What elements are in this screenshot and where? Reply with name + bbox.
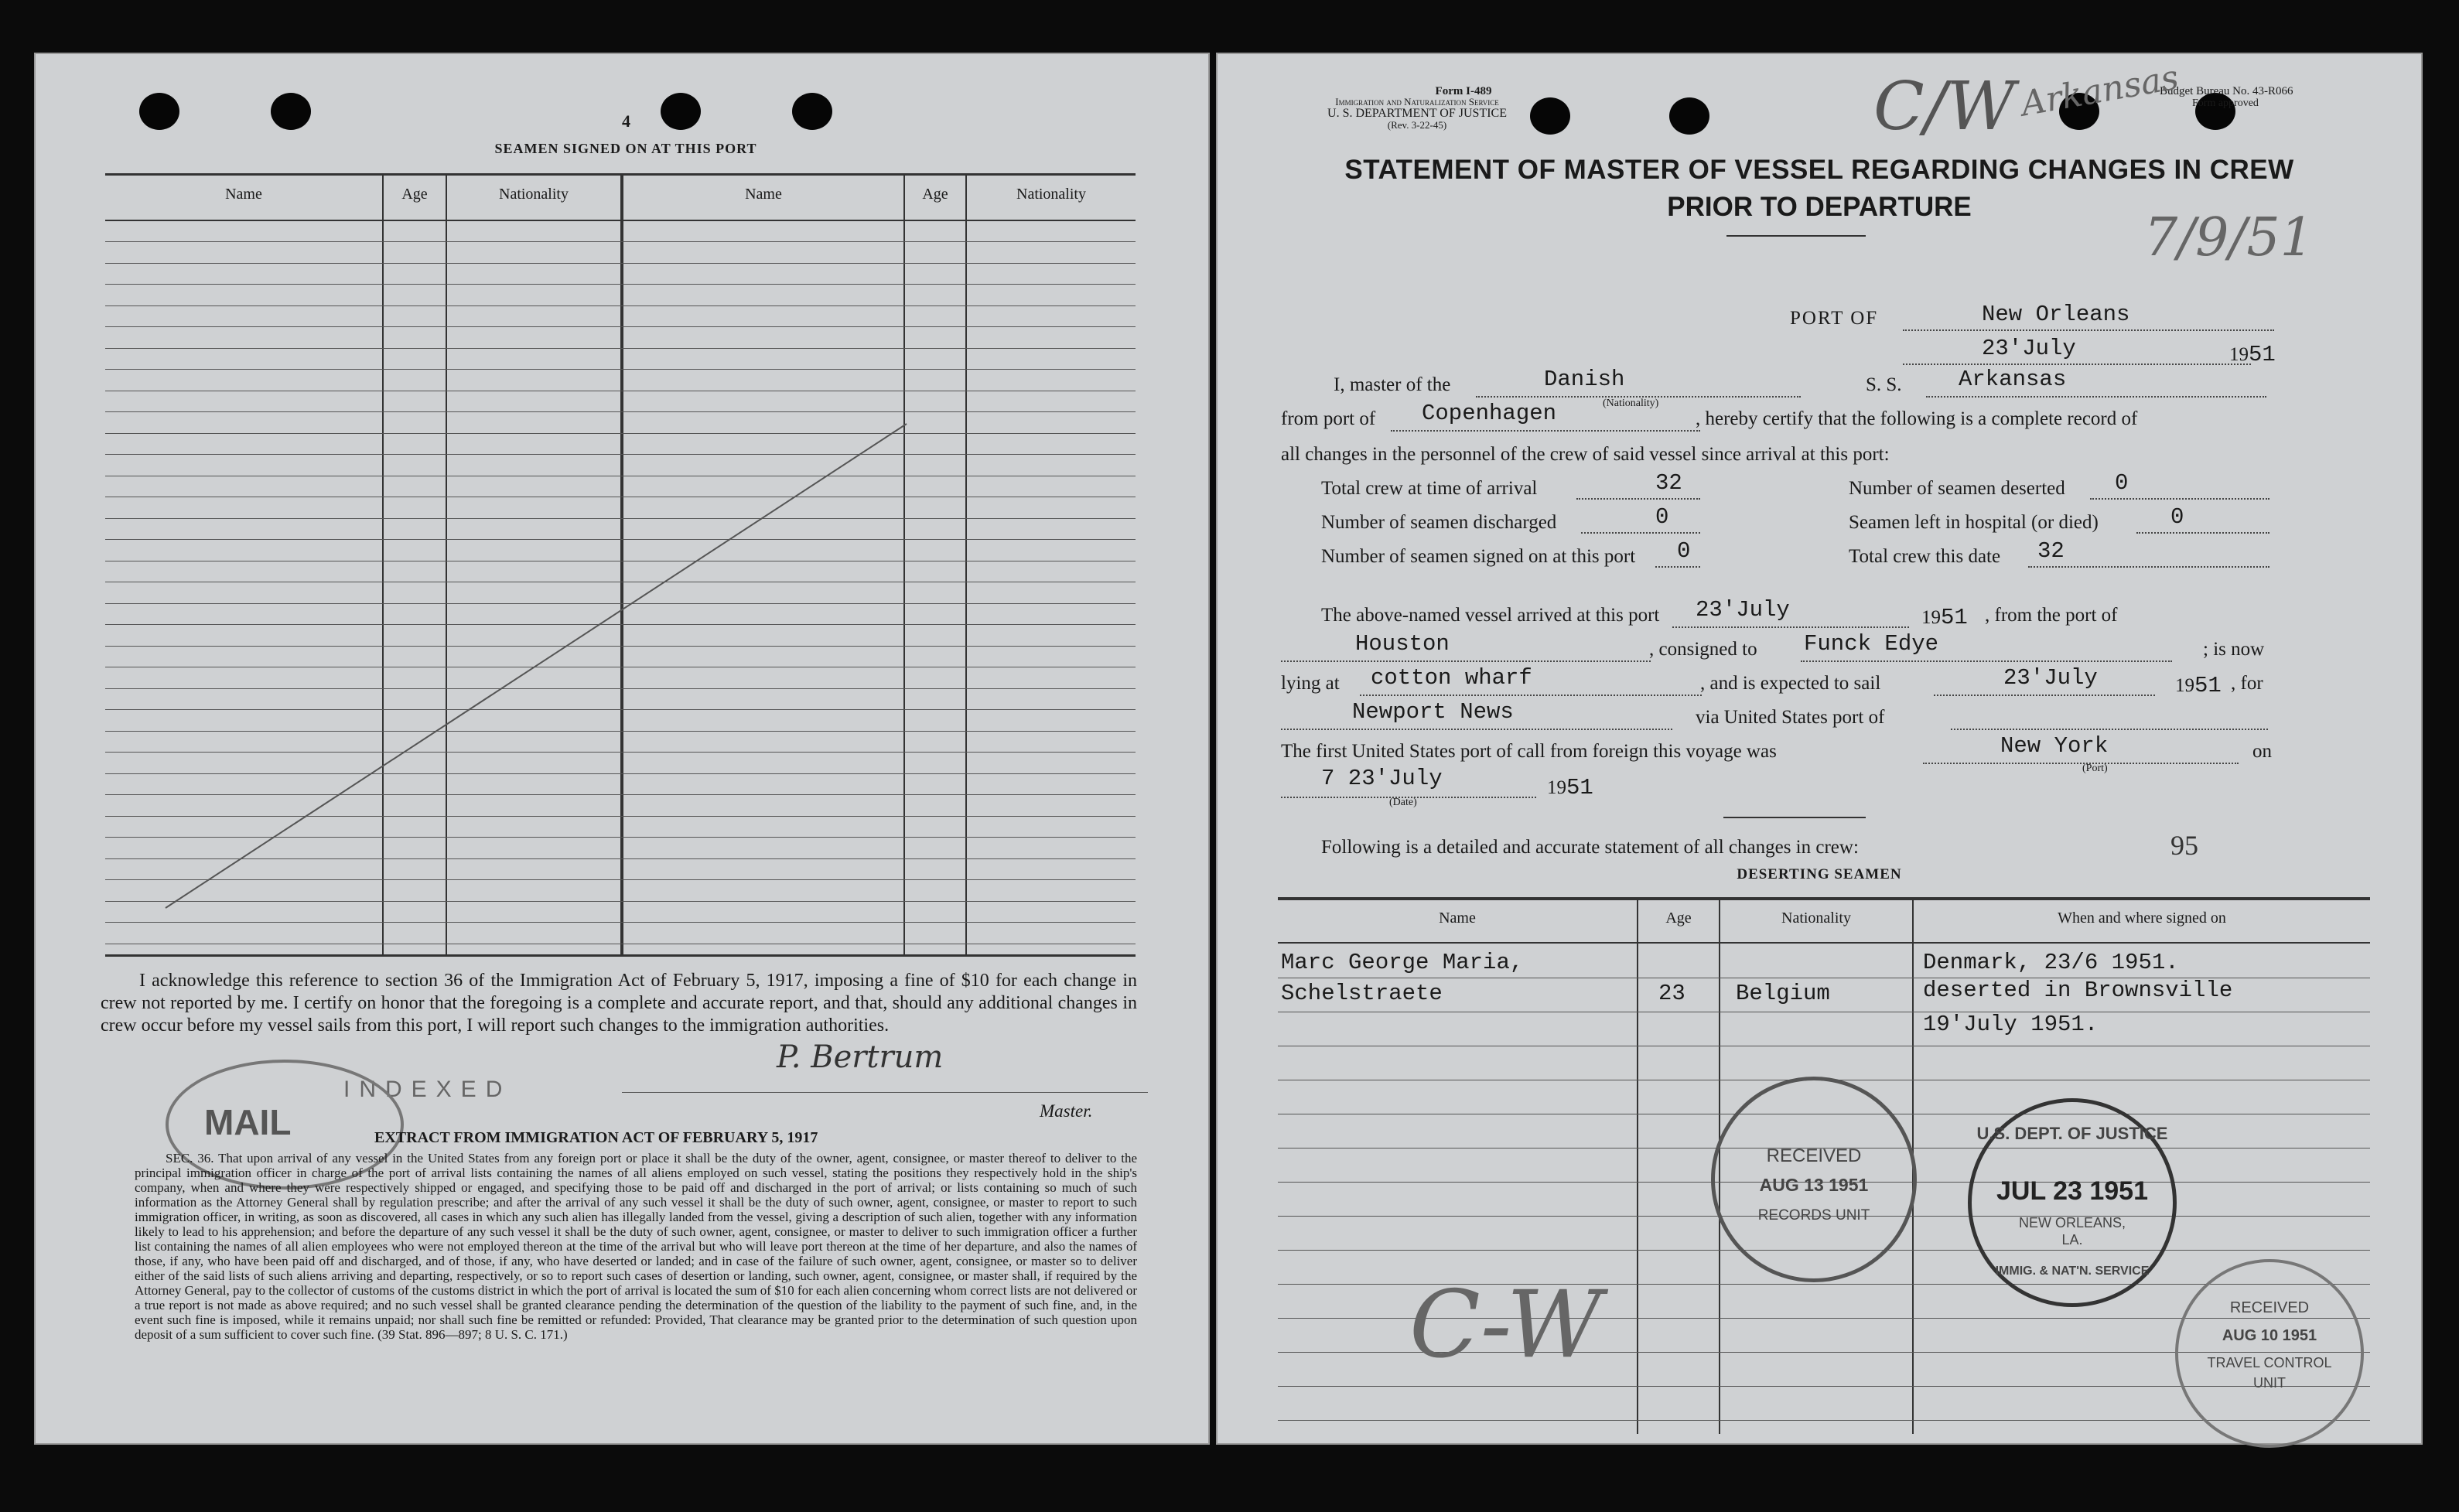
first-port-label: The first United States port of call from foreign this voyage was: [1281, 741, 1777, 762]
sail-year-prefix: 19: [2175, 675, 2194, 696]
col-age: Age: [922, 186, 948, 203]
master-label: Master.: [1040, 1101, 1093, 1121]
arrived-date: 23'July: [1696, 597, 1790, 623]
indexed-stamp: INDEXED: [343, 1077, 512, 1102]
handwritten-cw-bottom: C-W: [1409, 1271, 1603, 1379]
sail-year-suffix: 51: [2194, 673, 2222, 698]
seamen-signed-title: SEAMEN SIGNED ON AT THIS PORT: [494, 141, 757, 156]
revision: (Rev. 3-22-45): [1387, 119, 1447, 131]
discharged-value: 0: [1655, 504, 1669, 530]
hospital-value: 0: [2170, 504, 2184, 530]
certify-text: , hereby certify that the following is a complete record of: [1696, 408, 2138, 429]
page-number: 4: [622, 111, 630, 131]
acknowledgement-text: I acknowledge this reference to section 36 of the Immigration Act of February 5, 1917, imposing a fine of $10 for each change in crew not reported by me. I certify on honor that the foregoing is a complete and accurate report, and that, should any additional changes in crew occur before my vessel sails from this port, I will report such changes to the immigration authorities.: [101, 971, 1137, 1036]
first-port-year-suffix: 51: [1566, 775, 1593, 800]
nationality-value: Danish: [1544, 367, 1625, 392]
right-page: [1216, 53, 2423, 1445]
left-page: [34, 53, 1210, 1445]
justice-stamp: U.S. DEPT. OF JUSTICE JUL 23 1951 NEW ORLEANS, LA. IMMIG. & NAT'N. SERVICE: [1968, 1098, 2177, 1307]
handwritten-ship: Arkansas: [2018, 57, 2182, 125]
from-port-label: from port of: [1281, 408, 1376, 429]
port-caption: (Port): [2082, 763, 2108, 774]
arrived-year-prefix: 19: [1921, 607, 1941, 628]
lying-at-value: cotton wharf: [1371, 665, 1532, 691]
form-subtitle: PRIOR TO DEPARTURE: [1667, 192, 1972, 222]
ss-label: S. S.: [1866, 374, 1902, 395]
consignee: Funck Edye: [1804, 631, 1939, 657]
form-approved: Form approved: [2192, 97, 2259, 109]
col-nationality: Nationality: [499, 186, 569, 203]
received-stamp: RECEIVED AUG 13 1951 RECORDS UNIT: [1711, 1077, 1917, 1282]
deserter-nationality: Belgium: [1736, 981, 1830, 1006]
signed-on-label: Number of seamen signed on at this port: [1321, 546, 1636, 567]
sail-date: 23'July: [2003, 665, 2098, 691]
deserted-label: Number of seamen deserted: [1849, 478, 2065, 499]
date-caption: (Date): [1389, 797, 1417, 808]
master-signature: P. Bertrum: [777, 1039, 944, 1075]
for-label: , for: [2231, 673, 2263, 694]
form-number: Form I-489: [1435, 85, 1492, 97]
travel-control-stamp: RECEIVED AUG 10 1951 TRAVEL CONTROL UNIT: [2175, 1259, 2364, 1448]
arrived-label: The above-named vessel arrived at this port: [1321, 605, 1660, 626]
deserter-name-line2: Schelstraete: [1281, 981, 1443, 1006]
on-label: on: [2252, 741, 2272, 762]
port-of-value: New Orleans: [1982, 302, 2130, 327]
consigned-label: , consigned to: [1649, 639, 1757, 660]
total-crew-arrival-label: Total crew at time of arrival: [1321, 478, 1538, 499]
port-of-label: PORT OF: [1790, 308, 1879, 329]
col-when-where: When and where signed on: [2058, 910, 2226, 927]
lying-at-label: lying at: [1281, 673, 1340, 694]
master-of-label: I, master of the: [1334, 374, 1451, 395]
previous-port: Houston: [1355, 631, 1450, 657]
agency-line1: Immigration and Naturalization Service: [1335, 96, 1499, 108]
col-nationality: Nationality: [1781, 910, 1851, 927]
handwritten-cw: C/W: [1873, 68, 2016, 145]
mail-stamp: MAIL: [166, 1060, 404, 1189]
hospital-label: Seamen left in hospital (or died): [1849, 512, 2099, 533]
all-changes-text: all changes in the personnel of the crew of said vessel since arrival at this port:: [1281, 444, 1890, 465]
col-age: Age: [1665, 910, 1692, 927]
col-name: Name: [225, 186, 262, 203]
first-port-date: 7 23'July: [1321, 766, 1443, 791]
discharged-label: Number of seamen discharged: [1321, 512, 1557, 533]
cancel-diagonal-line: [34, 53, 1210, 981]
col-age: Age: [401, 186, 428, 203]
ship-name: Arkansas: [1959, 367, 2067, 392]
first-port-year-prefix: 19: [1547, 777, 1566, 798]
signed-on-value: 0: [1677, 538, 1691, 564]
is-now-label: ; is now: [2203, 639, 2265, 660]
extract-title: EXTRACT FROM IMMIGRATION ACT OF FEBRUARY 5, 1917: [374, 1129, 818, 1146]
handwritten-date: 7/9/51: [2144, 207, 2314, 268]
destination: Newport News: [1352, 699, 1514, 725]
col-name: Name: [1439, 910, 1476, 927]
via-label: via United States port of: [1696, 707, 1885, 728]
deserter-when-line2: deserted in Brownsville: [1923, 978, 2233, 1003]
page-mark: 95: [2170, 830, 2198, 861]
total-crew-date-value: 32: [2037, 538, 2065, 564]
from-port-value: Copenhagen: [1422, 401, 1557, 426]
budget-bureau: Budget Bureau No. 43-R066: [2160, 85, 2293, 97]
deserting-title: DESERTING SEAMEN: [1737, 866, 1902, 882]
report-year-prefix: 19: [2229, 344, 2249, 365]
extract-text: SEC. 36. That upon arrival of any vessel in the United States from any foreign port or place it shall be the duty of the owner, agent, consignee, or master thereof to deliver to the principal immigration officer in charge of the port of arrival lists containing the names of all aliens employed on such vessel, stating the positions they respectively hold in the ship's company, when and where they were respectively shipped or engaged, and specifying those to be paid off and discharged in the port of arrival; or lists containing so much of such information as the Attorney General shall by regulation prescribe; and after the arrival of any such vessel it shall be the duty of such owner, agent, consignee, or master to report to such immigration officer, in writing, as soon as discovered, all cases in which any such alien has illegally landed from the vessel, giving a description of such alien, together with any information likely to lead to his apprehension; and before the departure of any such vessel it shall be the duty of such owner, agent, consignee, or master to deliver to such immigration officer a further list containing the names of all alien employees who were not employed thereon at the time of the arrival but who will leave port thereon at the time of her departure, and also the names of those, if any, who have been paid off and discharged, and of those, if any, who have deserted or landed; and in case of the failure of such owner, agent, consignee, or master so to deliver either of the said lists of such aliens arriving and departing, respectively, or so to report such cases of desertion or landing, such owner, agent, consignee, or master shall, if required by the Attorney General, pay to the collector of customs of the customs district in which the port of arrival is located the sum of $10 for each alien concerning whom correct lists are not delivered or a true report is not made as above required; and no such vessel shall be granted clearance pending the determination of the question of the liability to the payment of such fine, and, in the event such fine is imposed, while it remains unpaid; nor shall such fine be remitted or refunded: Provided, That clearance may be granted prior to the determination of such question upon deposit of a sum sufficient to cover such fine. (39 Stat. 896—897; 8 U. S. C. 171.): [135, 1151, 1137, 1342]
deserted-value: 0: [2115, 470, 2129, 496]
deserter-when-line1: Denmark, 23/6 1951.: [1923, 950, 2179, 975]
col-nationality: Nationality: [1016, 186, 1086, 203]
total-crew-date-label: Total crew this date: [1849, 546, 2001, 567]
expected-label: , and is expected to sail: [1700, 673, 1881, 694]
report-year-suffix: 51: [2249, 342, 2276, 367]
form-title: STATEMENT OF MASTER OF VESSEL REGARDING CHANGES IN CREW: [1344, 155, 2294, 185]
col-name: Name: [745, 186, 782, 203]
from-the-port-label: , from the port of: [1985, 605, 2118, 626]
deserter-name-line1: Marc George Maria,: [1281, 950, 1524, 975]
deserter-age: 23: [1658, 981, 1685, 1006]
arrived-year-suffix: 51: [1941, 605, 1968, 630]
total-crew-arrival-value: 32: [1655, 470, 1682, 496]
nationality-caption: (Nationality): [1603, 398, 1659, 409]
report-date: 23'July: [1982, 336, 2076, 361]
first-port-value: New York: [2000, 733, 2109, 759]
punch-hole: [1669, 97, 1709, 135]
deserter-when-line3: 19'July 1951.: [1923, 1012, 2099, 1037]
agency-line2: U. S. DEPARTMENT OF JUSTICE: [1327, 107, 1507, 120]
following-label: Following is a detailed and accurate statement of all changes in crew:: [1321, 837, 1859, 858]
